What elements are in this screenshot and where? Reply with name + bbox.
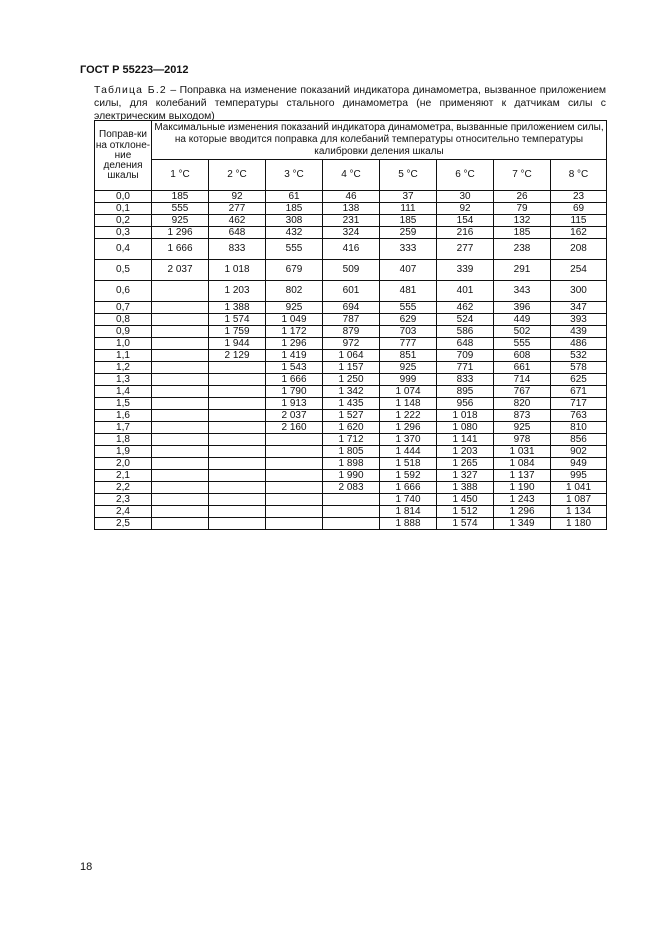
row-value-cell: 37 [380, 191, 437, 203]
row-value-cell [209, 482, 266, 494]
row-value-cell: 339 [437, 260, 494, 281]
temp-header-5: 5 °C [380, 160, 437, 191]
row-value-cell [209, 410, 266, 422]
row-value-cell: 1 543 [266, 362, 323, 374]
row-value-cell: 509 [323, 260, 380, 281]
row-value-cell: 1 888 [380, 518, 437, 530]
table-row [95, 506, 607, 518]
row-deviation-cell: 1,4 [95, 386, 152, 398]
row-value-cell: 1 712 [323, 434, 380, 446]
row-value-cell [152, 422, 209, 434]
row-value-cell: 1 944 [209, 338, 266, 350]
row-deviation-cell: 0,6 [95, 281, 152, 302]
row-value-cell [152, 302, 209, 314]
row-value-cell: 1 349 [494, 518, 551, 530]
row-value-cell [266, 506, 323, 518]
table-caption [94, 84, 606, 123]
row-value-cell: 1 740 [380, 494, 437, 506]
temp-header-1: 1 °C [152, 160, 209, 191]
row-value-cell: 802 [266, 281, 323, 302]
row-value-cell: 555 [380, 302, 437, 314]
row-value-cell: 185 [152, 191, 209, 203]
row-deviation-cell: 0,2 [95, 215, 152, 227]
row-value-cell: 1 805 [323, 446, 380, 458]
row-value-cell: 895 [437, 386, 494, 398]
row-value-cell: 709 [437, 350, 494, 362]
row-value-cell [209, 398, 266, 410]
row-value-cell: 115 [551, 215, 607, 227]
row-value-cell: 1 141 [437, 434, 494, 446]
row-value-cell [266, 470, 323, 482]
row-value-cell [152, 458, 209, 470]
row-value-cell: 308 [266, 215, 323, 227]
document-header: ГОСТ Р 55223—2012 [80, 64, 189, 76]
row-value-cell: 69 [551, 203, 607, 215]
temp-header-4: 4 °C [323, 160, 380, 191]
row-value-cell: 1 203 [437, 446, 494, 458]
row-value-cell: 902 [551, 446, 607, 458]
row-value-cell [209, 518, 266, 530]
row-value-cell: 777 [380, 338, 437, 350]
row-value-cell: 23 [551, 191, 607, 203]
table-row [95, 482, 607, 494]
row-deviation-cell: 1,2 [95, 362, 152, 374]
row-value-cell: 1 990 [323, 470, 380, 482]
row-value-cell [152, 326, 209, 338]
row-value-cell: 1 074 [380, 386, 437, 398]
row-value-cell: 648 [209, 227, 266, 239]
row-value-cell: 216 [437, 227, 494, 239]
row-value-cell: 586 [437, 326, 494, 338]
table-row [95, 227, 607, 239]
row-value-cell: 833 [209, 239, 266, 260]
row-value-cell: 2 160 [266, 422, 323, 434]
row-value-cell: 138 [323, 203, 380, 215]
row-value-cell [152, 374, 209, 386]
row-deviation-cell: 0,9 [95, 326, 152, 338]
row-value-cell [209, 506, 266, 518]
row-deviation-cell: 1,8 [95, 434, 152, 446]
row-value-cell: 1 172 [266, 326, 323, 338]
row-value-cell: 810 [551, 422, 607, 434]
row-value-cell [152, 482, 209, 494]
table-row [95, 326, 607, 338]
row-value-cell: 601 [323, 281, 380, 302]
row-deviation-cell: 2,2 [95, 482, 152, 494]
row-value-cell: 185 [494, 227, 551, 239]
row-value-cell: 995 [551, 470, 607, 482]
row-value-cell: 524 [437, 314, 494, 326]
row-value-cell: 661 [494, 362, 551, 374]
row-value-cell [152, 434, 209, 446]
row-value-cell: 439 [551, 326, 607, 338]
row-value-cell [209, 494, 266, 506]
row-value-cell: 949 [551, 458, 607, 470]
row-value-cell: 925 [152, 215, 209, 227]
row-value-cell: 1 296 [494, 506, 551, 518]
row-value-cell: 1 222 [380, 410, 437, 422]
row-value-cell: 2 037 [266, 410, 323, 422]
row-value-cell: 771 [437, 362, 494, 374]
row-value-cell: 277 [437, 239, 494, 260]
row-value-cell: 154 [437, 215, 494, 227]
row-value-cell [209, 434, 266, 446]
row-value-cell: 608 [494, 350, 551, 362]
row-deviation-cell: 0,5 [95, 260, 152, 281]
row-value-cell: 486 [551, 338, 607, 350]
row-deviation-cell: 2,0 [95, 458, 152, 470]
row-deviation-cell: 0,7 [95, 302, 152, 314]
row-value-cell: 1 666 [380, 482, 437, 494]
row-value-cell [266, 446, 323, 458]
row-value-cell: 462 [437, 302, 494, 314]
row-value-cell [209, 374, 266, 386]
row-value-cell [152, 398, 209, 410]
row-value-cell: 277 [209, 203, 266, 215]
table-row [95, 374, 607, 386]
row-value-cell: 185 [380, 215, 437, 227]
table-row [95, 260, 607, 281]
row-value-cell: 1 137 [494, 470, 551, 482]
row-value-cell [266, 482, 323, 494]
row-value-cell: 1 203 [209, 281, 266, 302]
row-value-cell: 851 [380, 350, 437, 362]
table-row [95, 314, 607, 326]
row-value-cell: 1 157 [323, 362, 380, 374]
row-value-cell: 787 [323, 314, 380, 326]
row-value-cell: 416 [323, 239, 380, 260]
table-row [95, 191, 607, 203]
row-value-cell: 502 [494, 326, 551, 338]
row-value-cell: 291 [494, 260, 551, 281]
stub-header: Поправ-ки на отклоне-ние деления шкалы [95, 121, 152, 191]
row-deviation-cell: 1,9 [95, 446, 152, 458]
row-value-cell: 92 [437, 203, 494, 215]
row-value-cell: 231 [323, 215, 380, 227]
row-value-cell: 767 [494, 386, 551, 398]
row-value-cell: 671 [551, 386, 607, 398]
row-value-cell: 1 814 [380, 506, 437, 518]
row-value-cell: 1 134 [551, 506, 607, 518]
page-number: 18 [80, 861, 93, 873]
row-deviation-cell: 0,4 [95, 239, 152, 260]
row-value-cell: 1 574 [437, 518, 494, 530]
row-value-cell: 999 [380, 374, 437, 386]
row-value-cell [152, 350, 209, 362]
row-value-cell: 1 450 [437, 494, 494, 506]
row-value-cell [152, 470, 209, 482]
row-value-cell: 978 [494, 434, 551, 446]
row-value-cell: 925 [266, 302, 323, 314]
table-row [95, 338, 607, 350]
row-value-cell [323, 506, 380, 518]
row-value-cell [152, 518, 209, 530]
row-value-cell: 820 [494, 398, 551, 410]
row-value-cell: 432 [266, 227, 323, 239]
temp-header-6: 6 °C [437, 160, 494, 191]
table-caption-lead: Таблица Б.2 [94, 85, 167, 96]
row-value-cell: 629 [380, 314, 437, 326]
row-value-cell: 1 527 [323, 410, 380, 422]
row-deviation-cell: 1,1 [95, 350, 152, 362]
row-value-cell: 717 [551, 398, 607, 410]
table-row [95, 434, 607, 446]
row-value-cell: 1 018 [209, 260, 266, 281]
row-deviation-cell: 0,8 [95, 314, 152, 326]
table-row [95, 239, 607, 260]
row-value-cell: 1 574 [209, 314, 266, 326]
table-row [95, 362, 607, 374]
correction-table [94, 120, 607, 530]
row-value-cell: 2 037 [152, 260, 209, 281]
row-value-cell: 401 [437, 281, 494, 302]
row-value-cell: 1 913 [266, 398, 323, 410]
row-value-cell: 925 [380, 362, 437, 374]
temp-header-7: 7 °C [494, 160, 551, 191]
table-row [95, 386, 607, 398]
row-value-cell: 1 296 [152, 227, 209, 239]
row-value-cell: 46 [323, 191, 380, 203]
row-value-cell [323, 494, 380, 506]
row-value-cell: 1 064 [323, 350, 380, 362]
row-value-cell: 972 [323, 338, 380, 350]
row-value-cell: 1 666 [266, 374, 323, 386]
row-value-cell [266, 518, 323, 530]
table-row [95, 458, 607, 470]
row-value-cell: 856 [551, 434, 607, 446]
table-caption-text: – Поправка на изменение показаний индикатора динамометра, вызванное приложением силы, для колебаний температуры стального динамометра (не применяют к датчикам силы с электрическим выходом) [94, 85, 607, 122]
row-value-cell [266, 494, 323, 506]
row-value-cell [323, 518, 380, 530]
row-value-cell: 111 [380, 203, 437, 215]
row-value-cell: 2 129 [209, 350, 266, 362]
row-value-cell [266, 434, 323, 446]
row-value-cell: 555 [152, 203, 209, 215]
row-value-cell: 162 [551, 227, 607, 239]
row-value-cell: 92 [209, 191, 266, 203]
row-value-cell: 1 759 [209, 326, 266, 338]
row-value-cell: 1 243 [494, 494, 551, 506]
row-value-cell: 1 620 [323, 422, 380, 434]
table-row [95, 398, 607, 410]
row-value-cell: 396 [494, 302, 551, 314]
row-value-cell: 1 666 [152, 239, 209, 260]
table-row [95, 281, 607, 302]
row-value-cell: 1 250 [323, 374, 380, 386]
row-value-cell [152, 446, 209, 458]
row-value-cell: 407 [380, 260, 437, 281]
row-value-cell: 1 031 [494, 446, 551, 458]
table-row [95, 518, 607, 530]
row-deviation-cell: 1,6 [95, 410, 152, 422]
table-row [95, 203, 607, 215]
main-header: Максимальные изменения показаний индикатора динамометра, вызванные приложением силы, на которые вводится поправка для колебаний температуры относительно температуры калибровки деления шкалы [152, 121, 607, 160]
row-value-cell: 1 419 [266, 350, 323, 362]
row-value-cell [209, 386, 266, 398]
row-deviation-cell: 0,3 [95, 227, 152, 239]
row-value-cell: 1 049 [266, 314, 323, 326]
row-value-cell: 343 [494, 281, 551, 302]
row-value-cell: 1 592 [380, 470, 437, 482]
row-value-cell: 956 [437, 398, 494, 410]
row-value-cell [152, 386, 209, 398]
row-value-cell: 1 296 [266, 338, 323, 350]
row-value-cell: 1 512 [437, 506, 494, 518]
row-value-cell: 555 [266, 239, 323, 260]
row-value-cell [209, 470, 266, 482]
row-value-cell: 254 [551, 260, 607, 281]
table-row [95, 494, 607, 506]
row-value-cell: 763 [551, 410, 607, 422]
row-value-cell: 532 [551, 350, 607, 362]
row-value-cell: 1 041 [551, 482, 607, 494]
table-row [95, 350, 607, 362]
row-value-cell: 1 080 [437, 422, 494, 434]
row-value-cell: 1 190 [494, 482, 551, 494]
row-deviation-cell: 2,1 [95, 470, 152, 482]
row-value-cell: 1 084 [494, 458, 551, 470]
row-value-cell [152, 494, 209, 506]
row-value-cell: 925 [494, 422, 551, 434]
row-deviation-cell: 1,5 [95, 398, 152, 410]
row-value-cell: 1 388 [437, 482, 494, 494]
row-value-cell: 1 790 [266, 386, 323, 398]
row-value-cell: 2 083 [323, 482, 380, 494]
table-row [95, 302, 607, 314]
row-value-cell [152, 281, 209, 302]
row-deviation-cell: 2,4 [95, 506, 152, 518]
row-deviation-cell: 1,7 [95, 422, 152, 434]
row-value-cell: 393 [551, 314, 607, 326]
row-value-cell [152, 362, 209, 374]
row-value-cell: 879 [323, 326, 380, 338]
row-value-cell: 208 [551, 239, 607, 260]
row-value-cell [152, 506, 209, 518]
row-value-cell: 648 [437, 338, 494, 350]
row-value-cell: 132 [494, 215, 551, 227]
row-value-cell: 873 [494, 410, 551, 422]
row-value-cell: 1 435 [323, 398, 380, 410]
row-value-cell: 714 [494, 374, 551, 386]
row-value-cell: 481 [380, 281, 437, 302]
row-value-cell: 1 018 [437, 410, 494, 422]
row-value-cell: 324 [323, 227, 380, 239]
row-value-cell [152, 314, 209, 326]
temp-header-3: 3 °C [266, 160, 323, 191]
row-value-cell [266, 458, 323, 470]
row-value-cell: 703 [380, 326, 437, 338]
table-row [95, 215, 607, 227]
table-row [95, 410, 607, 422]
row-value-cell: 1 296 [380, 422, 437, 434]
row-value-cell: 1 342 [323, 386, 380, 398]
row-value-cell: 30 [437, 191, 494, 203]
temp-header-2: 2 °C [209, 160, 266, 191]
row-value-cell: 61 [266, 191, 323, 203]
row-value-cell: 1 087 [551, 494, 607, 506]
row-value-cell: 1 444 [380, 446, 437, 458]
row-deviation-cell: 0,0 [95, 191, 152, 203]
row-value-cell: 462 [209, 215, 266, 227]
row-value-cell: 555 [494, 338, 551, 350]
row-value-cell [152, 338, 209, 350]
row-value-cell [209, 458, 266, 470]
row-deviation-cell: 0,1 [95, 203, 152, 215]
row-value-cell [209, 362, 266, 374]
row-value-cell: 259 [380, 227, 437, 239]
row-value-cell: 1 265 [437, 458, 494, 470]
row-value-cell: 679 [266, 260, 323, 281]
row-value-cell: 185 [266, 203, 323, 215]
row-value-cell: 333 [380, 239, 437, 260]
table-row [95, 470, 607, 482]
row-value-cell: 1 898 [323, 458, 380, 470]
row-value-cell: 79 [494, 203, 551, 215]
table-row [95, 446, 607, 458]
row-deviation-cell: 2,5 [95, 518, 152, 530]
row-value-cell: 1 180 [551, 518, 607, 530]
row-value-cell: 833 [437, 374, 494, 386]
temp-header-8: 8 °C [551, 160, 607, 191]
row-value-cell: 1 518 [380, 458, 437, 470]
row-value-cell: 26 [494, 191, 551, 203]
row-value-cell: 449 [494, 314, 551, 326]
row-value-cell [209, 446, 266, 458]
table-row [95, 422, 607, 434]
row-value-cell: 238 [494, 239, 551, 260]
row-deviation-cell: 2,3 [95, 494, 152, 506]
row-value-cell: 1 148 [380, 398, 437, 410]
row-value-cell [209, 422, 266, 434]
row-value-cell [152, 410, 209, 422]
row-deviation-cell: 1,0 [95, 338, 152, 350]
row-value-cell: 300 [551, 281, 607, 302]
row-deviation-cell: 1,3 [95, 374, 152, 386]
row-value-cell: 578 [551, 362, 607, 374]
row-value-cell: 1 388 [209, 302, 266, 314]
row-value-cell: 694 [323, 302, 380, 314]
row-value-cell: 1 370 [380, 434, 437, 446]
row-value-cell: 625 [551, 374, 607, 386]
row-value-cell: 347 [551, 302, 607, 314]
row-value-cell: 1 327 [437, 470, 494, 482]
